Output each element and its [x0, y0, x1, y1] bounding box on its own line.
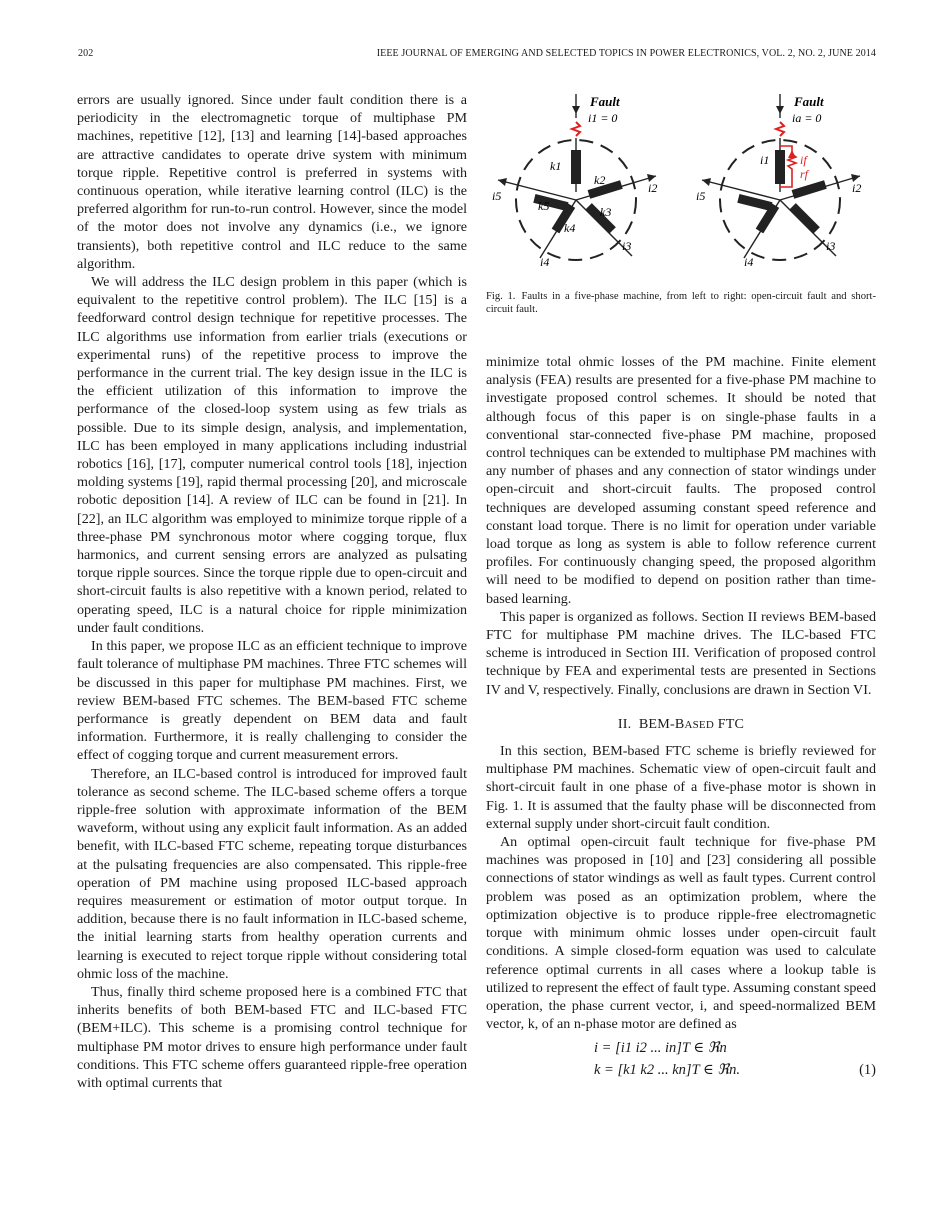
section-title: BEM-BASED FTC [638, 715, 745, 732]
fault-current-if: if [800, 153, 807, 167]
equation-1b: k = [k1 k2 ... kn]T ∈ ℜn. [594, 1062, 741, 1079]
paragraph: In this paper, we propose ILC as an efficient technique to improve fault tolerance of multiphase PM machines. Three FTC schemes will be discussed in this paper for multiphase PM machines. First, we review BEM-based FTC schemes. The BEM-based FTC scheme performance is greatly dependent on BEM data and fault information. Furthermore, it is really challenging to consider the effect of cogging torque and current measurement errors. [77, 638, 467, 764]
winding-1 [571, 150, 581, 184]
paragraph: An optimal open-circuit fault technique for five-phase PM machines was proposed in [10] and [23] considering all possible connections of stator windings as well as fault types. Current control problem was posed as an optimization problem, where the optimization objective is to produce ripple-free electromagnetic torque with minimum ohmic losses under open-circuit fault conditions. A simple closed-form equation was used to calculate reference optimal currents in all cases where a lookup table is utilized to represent the effect of fault type. Assuming constant speed operation, the phase current vector, i, and speed-normalized BEM vector, k, of an n-phase motor are defined as [486, 834, 876, 1033]
current-label: i2 [852, 181, 862, 195]
fault-resistance-rf: rf [800, 167, 809, 181]
paragraph: Therefore, an ILC-based control is introduced for improved fault tolerance as second scheme. The ILC-based scheme offers a torque ripple-free solution with approximate information of the BEM waveform, without using any explicit fault information. As an added benefit, with ILC-based FTC scheme, repeating torque disturbances at the pulsating frequencies are also compensated. This ripple-free operation of PM machine using proposed ILC-based approach requires measurement or estimation of motor output torque. In addition, because there is no fault information in ILC-based scheme, the initial learning starts from healthy operation currents and learning is executed to reject torque ripple without considering total ohmic loss of the machine. [77, 765, 467, 982]
bem-label: k3 [600, 205, 612, 219]
arrow-up-icon [788, 150, 796, 158]
fault-label: Fault [794, 94, 824, 109]
equation-1a: i = [i1 i2 ... in]T ∈ ℜn [594, 1040, 727, 1057]
bem-label: k4 [564, 221, 576, 235]
current-label: i2 [648, 181, 658, 195]
right-column [486, 353, 876, 1083]
arrow-down-icon [776, 106, 784, 114]
break-icon [572, 122, 580, 136]
bem-label: k1 [550, 159, 562, 173]
fault-current-label: ia = 0 [792, 111, 822, 125]
break-icon [776, 122, 784, 136]
current-label: i1 [760, 153, 770, 167]
current-label: i5 [696, 189, 706, 203]
paragraph: This paper is organized as follows. Section II reviews BEM-based FTC for multiphase PM machine drives. The ILC-based FTC scheme is introduced in Section III. Verification of proposed control technique by FEA and experimental tests are presented in Sections IV and V, respectively. Finally, conclusions are drawn in Section VI. [486, 608, 876, 698]
current-label: i3 [622, 239, 632, 253]
bem-label: k2 [594, 173, 606, 187]
paragraph: errors are usually ignored. Since under fault condition there is a periodicity in the electromagnetic torque of multiphase PM machines, repetitive [12], [13] and learning [14]-based approaches are attractive candidates to operate drive system with minimum torque ripple. Repetitive control is preferred in systems with continuous operation, while iterative learning control (ILC) is the preferred algorithm for run-to-run control. However, since the model of the motor does not involve any dynamics (i.e., we ignore transients), both repetitive control and ILC reduce to the same algorithm. [77, 92, 467, 272]
current-label: i4 [744, 255, 754, 269]
figure-caption [486, 290, 876, 316]
bem-label: k5 [538, 199, 550, 213]
caption-text: Faults in a five-phase machine, from left to right: open-circuit fault and short-circuit fault. [486, 291, 877, 315]
paragraph: We will address the ILC design problem in this paper (which is equivalent to the repetitive control problem). The ILC [15] is a feedforward control design technique for repetitive processes. The ILC algorithms use information from earlier trials (executions or experimental runs) of the repetitive process to improve the performance in the current trial. The key design issue in the ILC is the efficient utilization of this information to improve the performance of the closed-loop system using as few trials as possible. Due to its simple design, analysis, and implementation, ILC has been employed in many applications including industrial robotics [16], [17], computer numerical control tools [18], injection molding systems [19], rapid thermal processing [20], and microscale robotic deposition [14]. A review of ILC can be found in [21]. In [22], an ILC algorithm was employed to minimize torque ripple of a three-phase PM synchronous motor where cogging torque, flux harmonics, and current sensing errors are analyzed as pulsating torque ripple sources. Since the torque ripple due to open-circuit and short-circuit faults is also repetitive with a known period, related to operating speed, ILC is a natural choice for ripple minimization under fault conditions. [77, 274, 467, 636]
short-circuit-diagram [696, 94, 861, 269]
current-label: i4 [540, 255, 550, 269]
current-label: i3 [826, 239, 836, 253]
fault-diagrams [484, 92, 878, 282]
arrow-icon [498, 178, 507, 186]
equation-line [486, 1039, 876, 1061]
paragraph: In this section, BEM-based FTC scheme is briefly reviewed for multiphase PM machines. Schematic view of open-circuit fault and short-circuit fault in one phase of a five-phase motor is shown in Fig. 1. It is assumed that the faulty phase will be disconnected from external supply under short-circuit fault condition. [486, 743, 876, 832]
section-heading [486, 715, 876, 734]
winding-2 [792, 180, 827, 199]
left-column [77, 91, 467, 1092]
journal-header: IEEE JOURNAL OF EMERGING AND SELECTED TOPICS IN POWER ELECTRONICS, VOL. 2, NO. 2, JUNE 2014 [376, 48, 876, 59]
fault-current-label: i1 = 0 [588, 111, 618, 125]
current-label: i5 [492, 189, 502, 203]
figure-label: Fig. 1. [486, 291, 516, 302]
winding-3 [789, 203, 819, 233]
paragraph: minimize total ohmic losses of the PM machine. Finite element analysis (FEA) results are presented for a five-phase PM machine to investigate proposed control schemes. It should be noted that although focus of this paper is on single-phase faults in a conventional star-connected five-phase PM machine, proposed control techniques can be extended to multiphase PM machines with any number of phases and any connection of stator windings under open-circuit and short-circuit faults. The proposed control techniques are developed assuming constant speed reference and constant load torque. There is no limit for operation under variable load torque as long as system is able to follow reference current profiles. For continuously changing speed, the proposed algorithm will need to be modified to depend on position rather than time-based learning. [486, 354, 876, 607]
equation-number: (1) [859, 1062, 876, 1079]
section-number: II. [617, 715, 632, 732]
arrow-down-icon [572, 106, 580, 114]
winding-1 [775, 150, 785, 184]
fault-label: Fault [590, 94, 620, 109]
paragraph: Thus, finally third scheme proposed here is a combined FTC that inherits benefits of both BEM-based FTC and ILC-based FTC (BEM+ILC). This scheme is a promising control technique for multiphase PM motor drives to ensure high performance under fault conditions. This FTC scheme offers guaranteed ripple-free operation with optimal currents that [77, 983, 467, 1091]
figure-1 [484, 92, 878, 282]
equation-line [486, 1061, 876, 1083]
open-circuit-diagram [492, 94, 657, 269]
page-number: 202 [78, 48, 94, 59]
arrow-icon [702, 178, 711, 186]
